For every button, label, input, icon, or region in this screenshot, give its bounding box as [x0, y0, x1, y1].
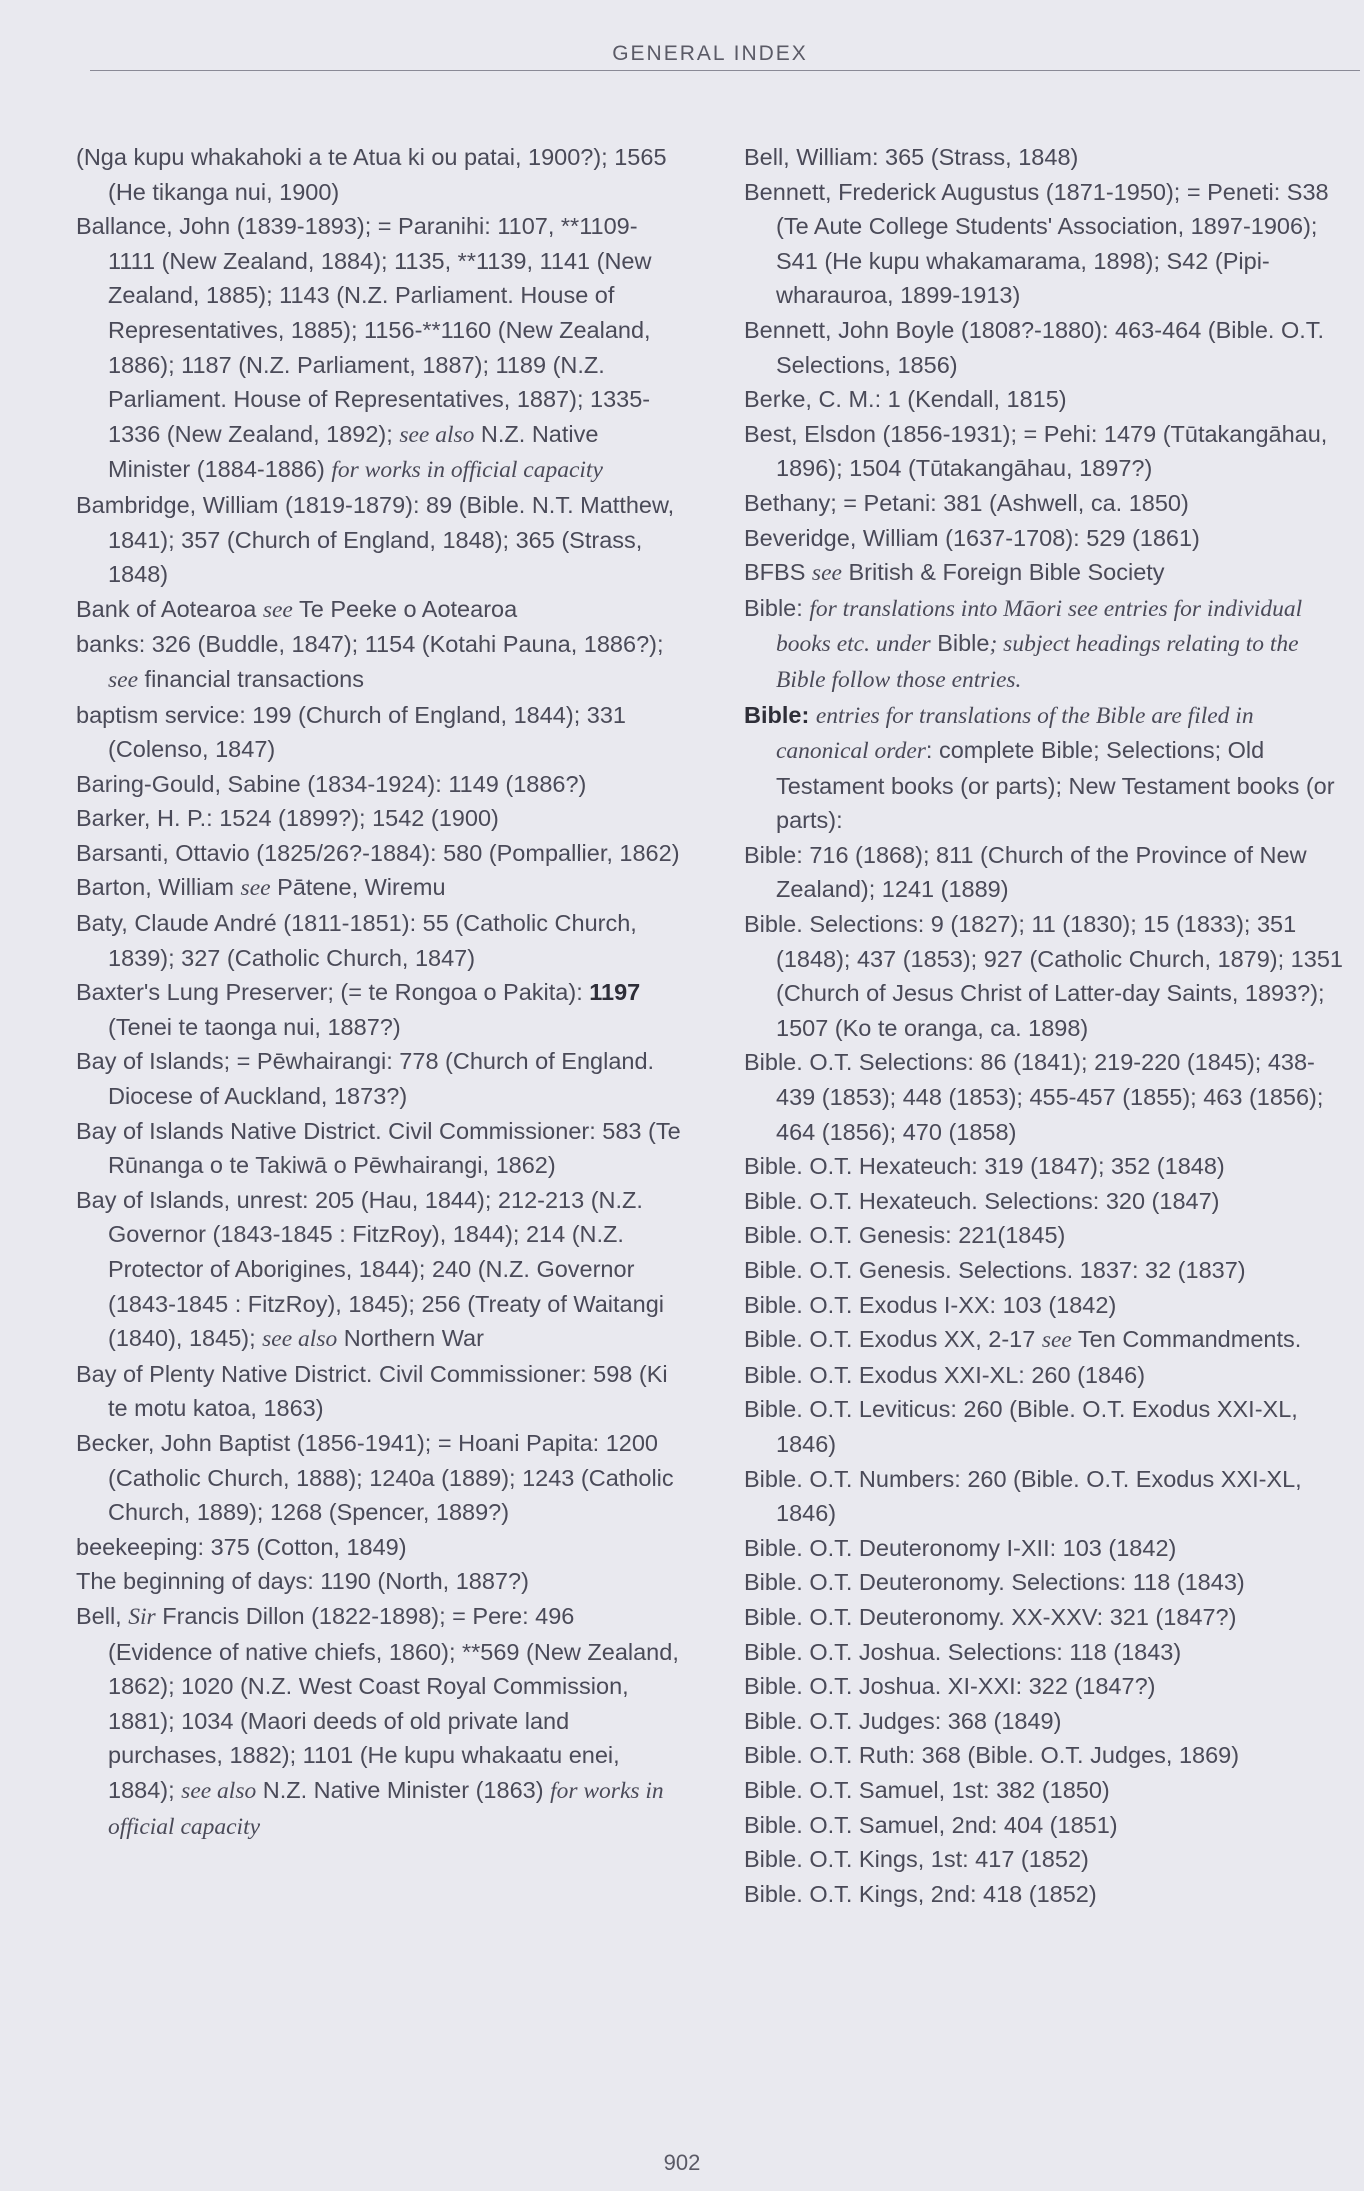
index-entry-text: see also — [181, 1777, 257, 1804]
index-entry-text: Becker, John Baptist (1856-1941); = Hoani Papita: 1200 (Catholic Church, 1888); 1240a (1889); 1243 (Catholic Church, 1889); 1268 (Spencer, 1889?) — [76, 1429, 674, 1526]
index-entry-text: banks: 326 (Buddle, 1847); 1154 (Kotahi Pauna, 1886?); — [76, 631, 664, 658]
index-entry-text: Te Peeke o Aotearoa — [292, 595, 518, 622]
index-entry — [744, 1635, 1344, 1670]
index-entry — [76, 1599, 684, 1844]
index-entry-text: Bible. O.T. Genesis. Selections. 1837: 32 (1837) — [744, 1257, 1246, 1283]
index-entry — [76, 1564, 684, 1599]
index-entry — [744, 555, 1344, 591]
index-entry-text: Beveridge, William (1637-1708): 529 (1861) — [744, 524, 1200, 551]
index-entry — [744, 1877, 1344, 1912]
running-head: GENERAL INDEX — [612, 42, 808, 65]
index-entry-text: Barton, William — [76, 874, 241, 901]
index-entry — [744, 1253, 1344, 1288]
index-entry-text: Bible. O.T. Deuteronomy. Selections: 118 (1843) — [744, 1569, 1245, 1596]
index-entry-text: financial transactions — [138, 665, 364, 692]
index-entry-text: Bible. O.T. Selections: 86 (1841); 219-220 (1845); 438-439 (1853); 448 (1853); 455-457 (1855); 463 (1856); 464 (1856); 470 (1858) — [744, 1049, 1324, 1145]
index-entry — [744, 175, 1344, 313]
index-entry-text: see — [262, 596, 293, 623]
index-entry-text: Bible. O.T. Numbers: 260 (Bible. O.T. Exodus XXI-XL, 1846) — [744, 1465, 1302, 1527]
index-entry-text: Ballance, John (1839-1893); = Paranihi: 1107, **1109-1111 (New Zealand, 1884); 1135, **1139, 1141 (New Zealand, 1885); 1143 (N.Z. Parliament. House of Representatives, 1885); 1156-**1160 (New Zealand, 1886); 1187 (N.Z. Parliament, 1887); 1189 (N.Z. Parliament. House of Representatives, 1887); 1335-1336 (New Zealand, 1892); — [76, 213, 652, 447]
index-entry-text: Bible. O.T. Samuel, 2nd: 404 (1851) — [744, 1811, 1118, 1838]
index-entry — [744, 1773, 1344, 1808]
index-entry — [744, 417, 1344, 486]
index-entry-text: Bible. O.T. Exodus XX, 2-17 — [744, 1326, 1042, 1353]
index-entry — [744, 698, 1344, 838]
index-entry — [744, 1149, 1344, 1184]
index-entry-text: Bible. O.T. Leviticus: 260 (Bible. O.T. Exodus XXI-XL, 1846) — [744, 1396, 1298, 1457]
index-entry — [744, 1392, 1344, 1461]
index-entry-text: Bennett, Frederick Augustus (1871-1950); = Peneti: S38 (Te Aute College Students' Association, 1897-1906); S41 (He kupu whakamarama, 1898); S42 (Pipi-wharauroa, 1899-1913) — [744, 178, 1329, 309]
header-rule — [90, 70, 1360, 71]
index-entry-text: entries for translations of the Bible are filed in canonical order — [776, 702, 1254, 765]
index-entry — [76, 870, 684, 906]
right-column — [744, 140, 1344, 1911]
index-entry-text: Best, Elsdon (1856-1931); = Pehi: 1479 (Tūtakangāhau, 1896); 1504 (Tūtakangāhau, 1897?) — [744, 420, 1328, 482]
index-entry — [76, 906, 684, 975]
index-entry — [76, 627, 684, 697]
index-entry-text: (Nga kupu whakahoki a te Atua ki ou patai, 1900?); 1565 (He tikanga nui, 1900) — [76, 144, 667, 205]
index-entry — [744, 1738, 1344, 1773]
index-entry-text: Bethany; = Petani: 381 (Ashwell, ca. 1850) — [744, 489, 1189, 516]
index-entry-text: beekeeping: 375 (Cotton, 1849) — [76, 1533, 407, 1560]
index-entry-text: 1197 — [589, 979, 641, 1006]
page-number: 902 — [663, 2150, 701, 2175]
index-entry — [744, 1808, 1344, 1843]
index-entry-text: for translations into Māori see entries for individual books etc. under — [776, 595, 1303, 658]
index-entry-text: Bible — [930, 630, 990, 657]
index-entry-text: see — [811, 560, 842, 587]
index-entry-text: Bennett, John Boyle (1808?-1880): 463-464 (Bible. O.T. Selections, 1856) — [744, 316, 1325, 378]
index-entry-text: Bay of Islands Native District. Civil Commissioner: 583 (Te Rūnanga o te Takiwā o Pēwhairangi, 1862) — [76, 1117, 681, 1179]
index-entry — [76, 1530, 684, 1565]
index-entry — [744, 1669, 1344, 1704]
index-entry-text: Bay of Islands; = Pēwhairangi: 778 (Church of England. Diocese of Auckland, 1873?) — [76, 1048, 655, 1110]
index-entry — [744, 1531, 1344, 1566]
index-entry-text: BFBS — [744, 559, 812, 586]
index-entry — [744, 838, 1344, 907]
index-entry-text: Bell, William: 365 (Strass, 1848) — [744, 144, 1079, 170]
index-entry-text: Bible. O.T. Hexateuch. Selections: 320 (1847) — [744, 1187, 1220, 1214]
index-entry-text: Bible. O.T. Exodus XXI-XL: 260 (1846) — [744, 1361, 1146, 1388]
index-entry — [744, 140, 1344, 175]
index-entry — [76, 488, 684, 592]
index-entry-text: see — [240, 875, 271, 902]
index-entry — [76, 1426, 684, 1530]
index-entry — [744, 591, 1344, 698]
index-entry — [76, 1044, 684, 1113]
index-entry-text: Bank of Aotearoa — [76, 595, 263, 622]
index-entry-text: Bible. O.T. Samuel, 1st: 382 (1850) — [744, 1776, 1110, 1803]
index-entry-text: Baring-Gould, Sabine (1834-1924): 1149 (1886?) — [76, 770, 587, 797]
index-entry-text: for works in official capacity — [108, 1777, 664, 1840]
index-entry-text: see also — [262, 1326, 338, 1353]
index-entry-text: see — [108, 666, 139, 693]
index-entry-text: Bell, — [76, 1602, 129, 1629]
index-entry — [744, 382, 1344, 417]
index-entry-text: Bible. O.T. Exodus I-XX: 103 (1842) — [744, 1291, 1117, 1318]
index-entry-text: Sir — [128, 1603, 156, 1630]
index-entry — [744, 1565, 1344, 1600]
index-entry-text: Baty, Claude André (1811-1851): 55 (Catholic Church, 1839); 327 (Catholic Church, 1847) — [76, 910, 637, 971]
index-entry-text: Pātene, Wiremu — [270, 874, 446, 901]
index-entry — [744, 1218, 1344, 1253]
index-entry-text: Bible: — [744, 594, 810, 621]
index-entry — [76, 1114, 684, 1183]
index-entry-text: Barsanti, Ottavio (1825/26?-1884): 580 (Pompallier, 1862) — [76, 839, 680, 866]
index-entry-text: (Tenei te taonga nui, 1887?) — [108, 1013, 401, 1040]
index-entry-text: Francis Dillon (1822-1898); = Pere: 496 (Evidence of native chiefs, 1860); **569 (New Zealand, 1862); 1020 (N.Z. West Coast Royal Commission, 1881); 1034 (Maori deeds of old private land purchases, 1882); 1101 (He kupu whakaatu enei, 1884); — [108, 1602, 679, 1803]
index-entry-text: Bible. O.T. Deuteronomy. XX-XXV: 321 (1847?) — [744, 1603, 1237, 1630]
index-entry-text: Bible. O.T. Kings, 2nd: 418 (1852) — [744, 1880, 1097, 1907]
index-entry-text: Baxter's Lung Preserver; (= te Rongoa o Pakita): — [76, 979, 590, 1006]
left-column — [76, 140, 684, 1844]
index-entry-text: The beginning of days: 1190 (North, 1887?) — [76, 1568, 529, 1595]
index-entry — [744, 1184, 1344, 1219]
index-entry — [76, 698, 684, 767]
index-entry-text: Bible. Selections: 9 (1827); 11 (1830); 15 (1833); 351 (1848); 437 (1853); 927 (Catholic Church, 1879); 1351 (Church of Jesus Christ of Latter-day Saints, 1893?); 1507 (Ko te oranga, ca. 1898) — [744, 911, 1343, 1041]
index-entry-text: Bible. O.T. Kings, 1st: 417 (1852) — [744, 1846, 1089, 1873]
index-entry-text: see — [1041, 1327, 1072, 1354]
index-entry-text: N.Z. Native Minister (1863) — [256, 1776, 551, 1803]
index-entry-text: Bible. O.T. Genesis: 221(1845) — [744, 1222, 1066, 1249]
index-entry — [76, 801, 684, 836]
index-entry — [744, 313, 1344, 382]
index-entry-text: see also — [399, 421, 475, 448]
index-entry — [76, 1357, 684, 1426]
index-entry-text: Bible. O.T. Joshua. Selections: 118 (1843) — [744, 1638, 1182, 1665]
index-entry — [76, 209, 684, 488]
index-entry-text: ; subject headings relating to the Bible follow those entries. — [776, 631, 1299, 693]
index-entry-text: Bible. O.T. Joshua. XI-XXI: 322 (1847?) — [744, 1673, 1156, 1700]
index-entry-text: Bible. O.T. Ruth: 368 (Bible. O.T. Judges, 1869) — [744, 1742, 1240, 1769]
index-entry — [76, 592, 684, 628]
index-entry — [744, 1704, 1344, 1739]
index-entry — [744, 1462, 1344, 1531]
index-entry — [744, 1288, 1344, 1323]
index-entry — [744, 907, 1344, 1045]
index-entry-text: Barker, H. P.: 1524 (1899?); 1542 (1900) — [76, 805, 499, 832]
index-entry — [744, 1322, 1344, 1358]
index-entry-text: N.Z. Native Minister (1884-1886) — [108, 420, 599, 483]
index-entry — [76, 1183, 684, 1357]
index-entry-text: : complete Bible; Selections; Old Testament books (or parts); New Testament books (or parts): — [776, 737, 1335, 834]
index-entry — [744, 1842, 1344, 1877]
index-entry-text: Bible: — [744, 701, 816, 728]
index-entry — [76, 140, 684, 209]
index-entry-text: Bay of Islands, unrest: 205 (Hau, 1844); 212-213 (N.Z. Governor (1843-1845 : FitzRoy), 1844); 214 (N.Z. Protector of Aborigines, 1844); 240 (N.Z. Governor (1843-1845 : FitzRoy), 1845); 256 (Treaty of Waitangi (1840), 1845); — [76, 1186, 664, 1352]
index-entry-text: British & Foreign Bible Society — [841, 559, 1165, 586]
index-entry — [76, 836, 684, 871]
index-entry-text: Bible. O.T. Deuteronomy I-XII: 103 (1842) — [744, 1534, 1177, 1561]
index-entry-text: baptism service: 199 (Church of England, 1844); 331 (Colenso, 1847) — [76, 701, 626, 763]
index-entry — [744, 486, 1344, 521]
index-entry-text: Bible: 716 (1868); 811 (Church of the Province of New Zealand); 1241 (1889) — [744, 841, 1307, 903]
index-entry — [76, 767, 684, 802]
index-entry-text: Ten Commandments. — [1071, 1326, 1302, 1353]
index-entry-text: for works in official capacity — [331, 457, 603, 484]
index-entry — [744, 521, 1344, 556]
index-entry-text: Northern War — [337, 1325, 484, 1352]
index-entry-text: Berke, C. M.: 1 (Kendall, 1815) — [744, 386, 1067, 413]
index-entry — [744, 1358, 1344, 1393]
index-entry — [744, 1600, 1344, 1635]
index-entry — [744, 1045, 1344, 1149]
index-entry-text: Bambridge, William (1819-1879): 89 (Bible. N.T. Matthew, 1841); 357 (Church of England, 1848); 365 (Strass, 1848) — [76, 491, 675, 588]
index-entry-text: Bible. O.T. Judges: 368 (1849) — [744, 1707, 1062, 1734]
index-entry — [76, 975, 684, 1044]
index-entry-text: Bible. O.T. Hexateuch: 319 (1847); 352 (1848) — [744, 1153, 1225, 1180]
index-entry-text: Bay of Plenty Native District. Civil Commissioner: 598 (Ki te motu katoa, 1863) — [76, 1360, 668, 1422]
